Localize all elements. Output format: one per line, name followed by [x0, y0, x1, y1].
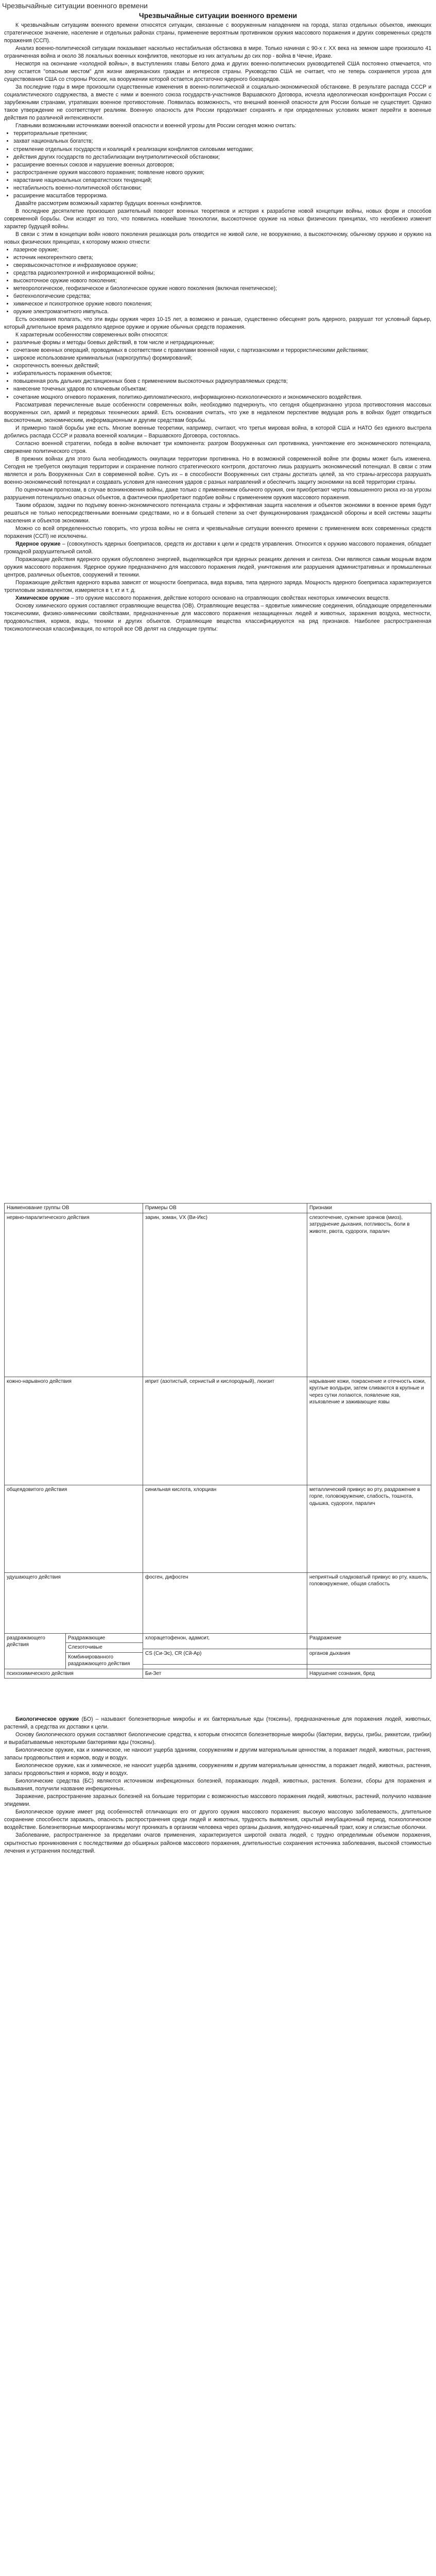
table-header: Примеры ОВ [143, 1204, 307, 1213]
table-cell: раздражающего действия [5, 1634, 66, 1669]
paragraph: Можно со всей определенностью говорить, что угроза войны не снята и чрезвычайные ситуации военного времени с применением всех современных средств поражения (ССП) не исключены. [4, 526, 431, 540]
features-list [4, 339, 431, 401]
paragraph: Главными возможными источниками военной опасности и военной угрозы для России сегодня можно считать: [15, 123, 297, 129]
table-cell: органов дыхания [307, 1649, 431, 1664]
table-cell: Би-Зет [143, 1669, 307, 1679]
paragraph: Основу химического оружия составляют отравляющие вещества (ОВ). Отравляющие вещества – ядовитые химические соединения, обладающие определенными токсическими, физико-химическими свойствами, предназначенные для массового поражения незащищенных людей и животных, заражения воздуха, местности, продовольствия, кормов, воды, техники и других объектов. Отравляющие вещества классифицируются на ряд признаков. Наиболее распространенная токсикологическая классификация, по которой все ОВ делят на следующие группы: [4, 603, 431, 633]
paragraph: Биологическое оружие, как и химическое, не наносит ущерба зданиям, сооружениям и другим материальным ценностям, а поражает людей, животных, растения, запасы продовольствия и кормов, воду и воздух. [4, 1747, 431, 1761]
paragraph: Заражение, распространение заразных болезней на большие территории с возможностью массового поражения людей, животных, растений, получило название эпидемии. [4, 1793, 431, 1808]
intro-section [4, 22, 431, 633]
paragraph-nuclear: Ядерное оружие – (совокупность ядерных боеприпасов, средств их доставки к цели и средств управления. Относится к оружию массового поражения, обладает громадной разрушительной силой. [4, 541, 431, 555]
table-cell: Нарушение сознания, бред [307, 1669, 431, 1679]
list-item: • средства радиоэлектронной и информационной войны; [13, 269, 431, 277]
list-item: • нестабильность военно-политической обстановки; [13, 184, 431, 192]
table-cell [5, 1633, 143, 1669]
paragraph: Таким образом, задачи по подъему военно-экономического потенциала страны и эффективная защита населения и объектов экономики в военное время будут решаться не только непосредственными военными средствами, но и в большей степени за счет функционирования гражданской обороны и всей системы защиты населения и объектов экономики. [4, 502, 431, 524]
paragraph: Основу биологического оружия составляют биологические средства, к которым относятся болезнетворные микробы (бактерии, вирусы, грибы, риккетсии, грибки) и вырабатываемые некоторыми бактериями яды (токсины). [4, 1732, 431, 1746]
paragraph: Биологические средства (БС) являются источником инфекционных болезней, поражающих людей, животных, растения. Болезни, сборы для поражения и вызывания, получили название инфекционных. [4, 1778, 431, 1792]
list-item: • биотехнологические средства; [13, 293, 431, 300]
paragraph: Несмотря на окончание «холодной войны», в выступлениях главы Белого дома и других военно-политических руководителей США постоянно отмечается, что зону остается "опасным местом" для жизни американских граждан и интересов страны. Руководство США не считает, что не теперь сохраняется угроза для существования США со стороны России, на вооружении которой остается достаточно ядерного боезарядов. [4, 61, 431, 83]
list-item: • химическое и психотропное оружие нового поколения; [13, 300, 431, 308]
table-cell: психохимического действия [5, 1669, 143, 1679]
list-item: • сочетание военных операций, проводимых в соответствии с правилами военной науки, с партизанскими и террористическими действиями; [13, 347, 431, 354]
table-cell: синильная кислота, хлорциан [143, 1485, 307, 1572]
table-row [5, 1669, 431, 1679]
table-cell: Слезоточивые [66, 1643, 143, 1653]
table-row [5, 1633, 431, 1649]
agents-table [4, 1203, 431, 1679]
list-item: • метеорологическое, геофизическое и биологическое оружие нового поколения (включая генетическое); [13, 285, 431, 293]
list-item: • действия других государств по дестабилизации внутриполитической обстановки; [13, 154, 431, 161]
subgroup-wrap [5, 1634, 143, 1669]
table-cell: Раздражающие [66, 1634, 143, 1643]
table-cell [143, 1665, 307, 1669]
list-item: • повышенная роль дальних дистанционных боев с применением высокоточных радиоуправляемых средств; [13, 378, 431, 385]
biological-section [4, 1716, 431, 1855]
table-row [5, 1377, 431, 1485]
paragraph: В прежних войнах для этого была необходимость оккупации территории противника. Но в возможной современной войне эти формы может быть изменена. Сегодня не требуется оккупация территории и сохранение полного стратегического контроля, достаточно лишь разрушить экономический потенциал. В связи с этим является и роль Вооруженных Сил в современной войне. Суть их – в способности Вооруженных сил страны достигать целей, за что страны-агрессора разрушать военно-экономический потенциал и создавать условия для нанесения ударов с разных направлений и обеспечить защиту экономики на всей территории страны. [4, 455, 431, 485]
table-header: Наименование группы ОВ [5, 1204, 143, 1213]
paragraph: Анализ военно-политической ситуации показывает насколько нестабильная обстановка в мире. Только начиная с 90-х г. ХХ века на земном шаре произошло 41 ограниченная война и около 38 локальных военных конфликтов, некоторые из них актуальны до сих пор - война в Чечне, Ираке. [4, 45, 431, 60]
list-item: • источник некогерентного света; [13, 254, 431, 262]
paragraph: Поражающие действия ядерного оружия обусловлено энергией, выделяющейся при ядерных реакциях деления и синтеза. Они являются самым мощным видом оружия массового поражения. Ядерное оружие предназначено для массового поражения людей, уничтожения или разрушения административных и промышленных центров, различных объектов, сооружений и техники. [4, 556, 431, 579]
list-item: • скоротечность военных действий; [13, 362, 431, 370]
table-cell: удушающего действия [5, 1572, 143, 1633]
paragraph: К чрезвычайным ситуациям военного времени относятся ситуации, связанные с вооруженным нападением на города, staтаз отдельных объектов, имеющих стратегическое значение, население и отдельных районах страны, применение вероятным противником оружия массового поражения и других современных средств поражения (ССП). [4, 22, 431, 44]
paragraph-biological: Биологическое оружие (БО) – называют болезнетворные микробы и их бактериальные яды (токсины), предназначенные для поражения людей, животных, растений, а средства их доставки к цели. [4, 1716, 432, 1731]
paragraph: В связи с этим в концепции войн нового поколения решающая роль отводится не живой силе, не вооружению, а высокоточному, обычному оружию и оружию на новых физических принципах, к которому можно отнести: [4, 231, 431, 245]
list-item: • нанесение точечных ударов по ключевым объектам; [13, 385, 431, 393]
subgroup-column [66, 1634, 143, 1669]
table-header: Признаки [307, 1204, 431, 1213]
table-row [5, 1213, 431, 1377]
table-cell: Раздражение [307, 1633, 431, 1649]
paragraph: Есть основания полагать, что эти виды оружия через 10-15 лет, а возможно и раньше, существенно обесценят роль ядерного, разрушат тот условный барьер, который длительное время разделяло ядерное оружие и оружие обычных средств поражения. [4, 316, 431, 331]
term-highlight: Химическое оружие [15, 595, 69, 602]
table-cell: общеядовитого действия [5, 1485, 143, 1572]
paragraph: И примерно такой борьбы уже есть. Многие военные теоретики, например, считают, что третья мировая война, в которой США и НАТО без единого выстрела добились распада СССР и развала военной коалиции – Варшавского Договора, состоялась. [4, 425, 431, 439]
list-item: • оружие электромагнитного импульса. [13, 308, 431, 316]
table-cell: Комбинированного раздражающего действия [68, 1654, 130, 1667]
threats-list [4, 130, 431, 199]
table-cell [307, 1665, 431, 1669]
paragraph: Поражающие действия ядерного взрыва зависят от мощности боеприпаса, вида взрыва, типа ядерного заряда. Мощность ядерного боеприпаса характеризуется тротиловым эквивалентом, измеряется в т, кт и т. д. [4, 580, 431, 594]
list-item: • стремление отдельных государств и коалиций к реализации конфликтов силовыми методами; [13, 146, 431, 154]
paragraph: Согласно военной стратегии, победа в войне включает три компонента: разгром Вооруженных сил противника, уничтожение его экономического потенциала, свержение политического строя. [4, 440, 431, 454]
table-header-row [5, 1204, 431, 1213]
list-item: • сверхвысокочастотное и инфразвуковое оружие; [13, 262, 431, 269]
term-highlight: Биологическое оружие [15, 1716, 79, 1722]
table-cell: металлический привкус во рту, раздражение в горле, головокружение, слабость, тошнота, одышка, судороги, паралич [307, 1485, 431, 1572]
table-cell: фосген, дифосген [143, 1572, 307, 1633]
document-title: Чрезвычайные ситуации военного времени [2, 2, 148, 10]
weapons-list [4, 246, 431, 316]
list-item: • избирательность поражения объектов; [13, 370, 431, 378]
paragraph: К характерным особенностям современных войн относятся: [15, 332, 169, 338]
paragraph: Биологическое оружие, как и химическое, не наносит ущерба зданиям, сооружениям и другим материальным ценностям, а поражает людей, животных, растения, запасы продовольствия и кормов, воду и воздух. [4, 1762, 431, 1777]
list-item: • сочетание мощного огневого поражения, политико-дипломатического, информационно-психологического и экономического воздействия. [13, 394, 431, 401]
list-item: • захват национальных богатств; [13, 138, 431, 145]
paragraph: Заболевание, распространенное за пределами очагов применения, характеризуется широтой охвата людей, с трудно определимым объемом поражения, скрытностью проникновения с последствиями до обширных районов массового поражения, длительностью сохранения источника заболевания, высокой стоимостью лечения и устранения последствий. [4, 1832, 431, 1854]
list-item: • высокоточное оружие нового поколения; [13, 277, 431, 285]
table-row [5, 1572, 431, 1633]
paragraph: По оценочным прогнозам, в случае возникновения войны, даже только с применением обычного оружия, они приобретают черты повышенного риска из-за угрозы разрушения потенциально опасных объектов, а фактически приобретают подобие войны с применением оружия массового поражения. [4, 486, 431, 501]
list-item: • широкое использование криминальных (наркогруппы) формирований; [13, 354, 431, 362]
table-cell: нервно-паралитического действия [5, 1213, 143, 1377]
table-cell: CS (Си-Эс), CR (Сй-Ар) [143, 1649, 307, 1664]
term-highlight: Ядерное оружие [15, 541, 61, 548]
list-item: • расширение военных союзов и нарушение военных договоров; [13, 161, 431, 169]
table-cell: нарывание кожи, покраснение и отечность кожи, круглые волдыри, затем сливаются в крупные и через сутки лопаются, появление язв, изъязвление и заживающие язвы [307, 1377, 431, 1485]
list-item: • различные формы и методы боевых действий, в том числе и нетрадиционные; [13, 339, 431, 347]
table-cell: хлорацетофенон, адамсит, [143, 1633, 307, 1649]
table-cell: неприятный сладковатый привкус во рту, кашель, головокружение, общая слабость [307, 1572, 431, 1633]
paragraph-chemical: Химическое оружие – это оружие массового поражения, действие которого основано на отравляющих свойствах некоторых химических веществ. [15, 595, 390, 602]
table-row [5, 1485, 431, 1572]
list-item: • распространение оружия массового поражения; появление нового оружия; [13, 169, 431, 177]
paragraph: Рассматривая перечисленные выше особенности современных войн, необходимо подчеркнуть, что сегодня общепризнанно угроза противостояния массовых вооруженных сил, армий и передовых технических армий. Есть основания считать, что уже в недалеком перспективе ведущая роль в войнах будет отводиться высокоточным, экономическим, информационным и другим средствам борьбы. [4, 401, 431, 423]
paragraph: Биологическое оружие имеет ряд особенностей отличающих его от другого оружия массового поражения: высокую массовую заболеваемость, длительное сохранение способности заражать, опасность распространения среди людей и животных, трудность выявления, скрытый инкубационный период, психологическое воздействие. Болезнетворные микроорганизмы могут проникать в организм человека через органы дыхания, желудочно-кишечный тракт, кожу и слизистые оболочки. [4, 1809, 431, 1831]
list-item: • нарастание национальных сепаратистских тенденций; [13, 177, 431, 184]
paragraph: В последнее десятилетие произошел разительный поворот военных теоретиков и история к разработке новой концепции войны, новых форм и способов современной борьбы. Они исходят из того, что появились новейшие технологии, высокоточное оружие на новых физических принципах, что неизбежно изменит характер будущей войны. [4, 208, 431, 230]
table-cell: иприт (азотистый, сернистый и кислородный), люизит [143, 1377, 307, 1485]
paragraph: За последние годы в мире произошли существенные изменения в военно-политической и социально-экономической обстановке. В результате распада СССР и социалистического содружества, а вместе с ними и военного союза государств-участников Варшавского Договора, исчезла идеологическая конфронтация России с зарубежными странами, утративших военное противостояние. Появилась возможность, что внешний военной опасности для России больше не существует. Однако такое утверждение не соответствует реалиям. Военную опасность для России продолжает сохранять и при определенных условиях может перейти в военные действия по различной интенсивности. [4, 84, 431, 122]
table-cell: кожно-нарывного действия [5, 1377, 143, 1485]
table-cell: зарин, зоман, VX (Ви-Икс) [143, 1213, 307, 1377]
main-heading: Чрезвычайные ситуации военного времени [138, 11, 298, 20]
table-cell: слезотечение, сужение зрачков (миоз), затруднение дыхания, потливость, боли в животе, рвота, судороги, паралич [307, 1213, 431, 1377]
list-item: • лазерное оружие; [13, 246, 431, 254]
list-item: • расширение масштабов терроризма. [13, 192, 431, 200]
list-item: • территориальные претензии; [13, 130, 431, 138]
paragraph: Давайте рассмотрим возможный характер будущих военных конфликтов. [15, 200, 202, 207]
